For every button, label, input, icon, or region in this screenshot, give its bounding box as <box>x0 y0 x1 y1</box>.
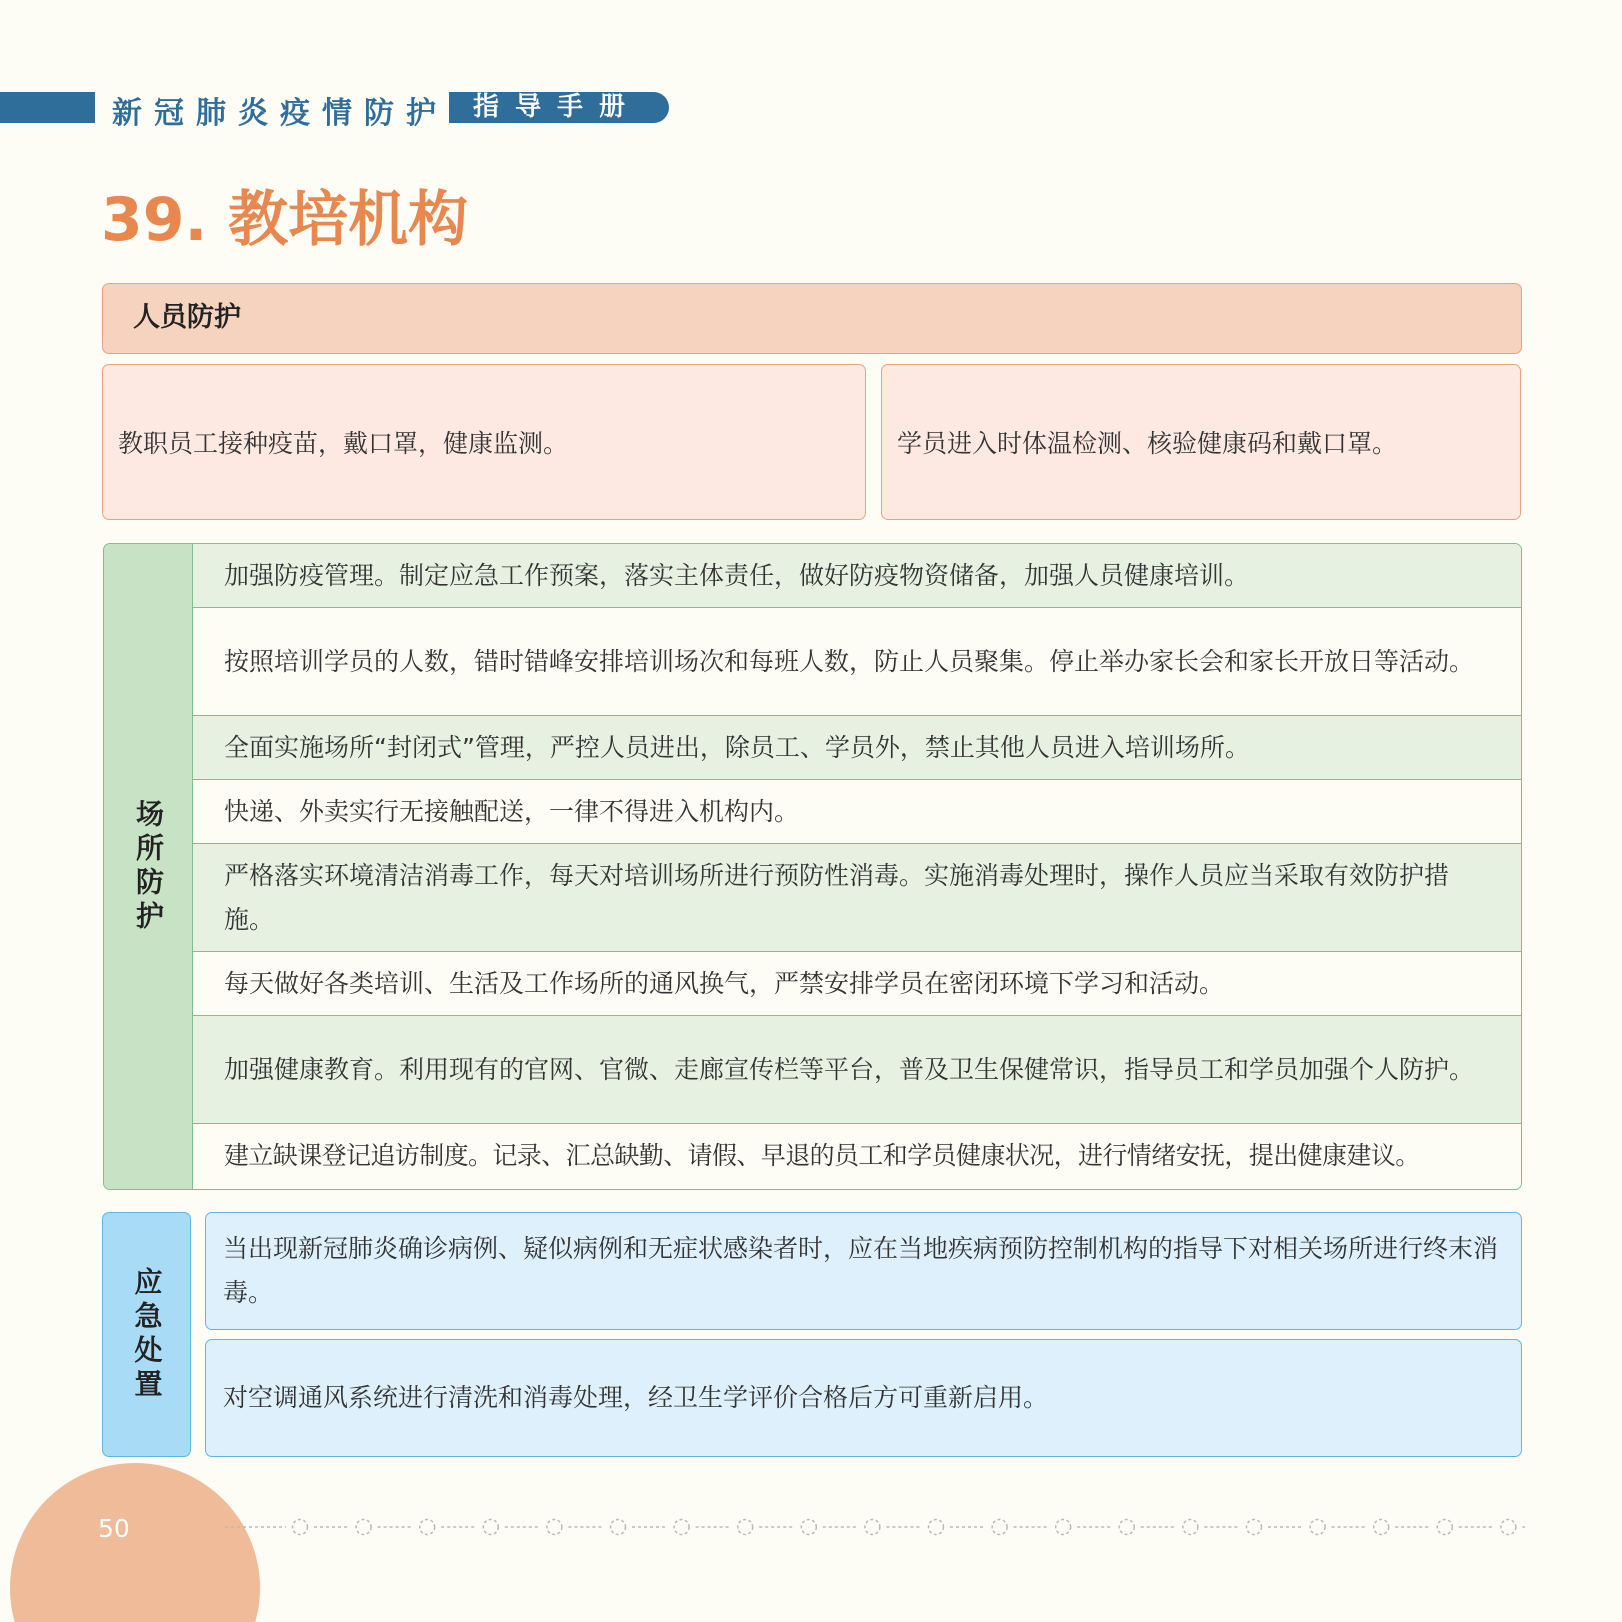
header-accent-bar <box>0 92 95 123</box>
venue-item: 快递、外卖实行无接触配送，一律不得进入机构内。 <box>193 780 1521 844</box>
header-tag: 指导手册 <box>449 92 669 123</box>
venue-item: 建立缺课登记追访制度。记录、汇总缺勤、请假、早退的员工和学员健康状况，进行情绪安抚，提出健康建议。 <box>193 1124 1521 1188</box>
page-number-circle <box>10 1463 260 1622</box>
personnel-item: 学员进入时体温检测、核验健康码和戴口罩。 <box>881 364 1521 520</box>
emergency-item: 当出现新冠肺炎确诊病例、疑似病例和无症状感染者时，应在当地疾病预防控制机构的指导下对相关场所进行终末消毒。 <box>205 1212 1522 1330</box>
venue-item: 全面实施场所“封闭式”管理，严控人员进出，除员工、学员外，禁止其他人员进入培训场所。 <box>193 716 1521 780</box>
venue-item: 加强防疫管理。制定应急工作预案，落实主体责任，做好防疫物资储备，加强人员健康培训。 <box>193 544 1521 608</box>
personnel-section-header: 人员防护 <box>102 283 1522 354</box>
venue-item: 每天做好各类培训、生活及工作场所的通风换气，严禁安排学员在密闭环境下学习和活动。 <box>193 952 1521 1016</box>
page-title: 39. 教培机构 <box>101 185 469 255</box>
emergency-section-title: 应急处置 <box>130 1266 164 1403</box>
venue-section <box>103 543 1522 1190</box>
emergency-item: 对空调通风系统进行清洗和消毒处理，经卫生学评价合格后方可重新启用。 <box>205 1339 1522 1457</box>
venue-item: 按照培训学员的人数，错时错峰安排培训场次和每班人数，防止人员聚集。停止举办家长会和家长开放日等活动。 <box>193 608 1521 716</box>
venue-item: 加强健康教育。利用现有的官网、官微、走廊宣传栏等平台，普及卫生保健常识，指导员工和学员加强个人防护。 <box>193 1016 1521 1124</box>
header-title: 新冠肺炎疫情防护 <box>112 96 448 131</box>
venue-section-label <box>104 544 193 1189</box>
page-number: 50 <box>98 1514 130 1543</box>
venue-item: 严格落实环境清洁消毒工作，每天对培训场所进行预防性消毒。实施消毒处理时，操作人员应当采取有效防护措施。 <box>193 844 1521 952</box>
venue-section-title: 场所防护 <box>132 798 165 935</box>
personnel-item: 教职员工接种疫苗，戴口罩，健康监测。 <box>102 364 866 520</box>
emergency-section-label <box>102 1212 191 1457</box>
dotted-divider <box>225 1515 1525 1539</box>
venue-list <box>193 544 1521 1189</box>
